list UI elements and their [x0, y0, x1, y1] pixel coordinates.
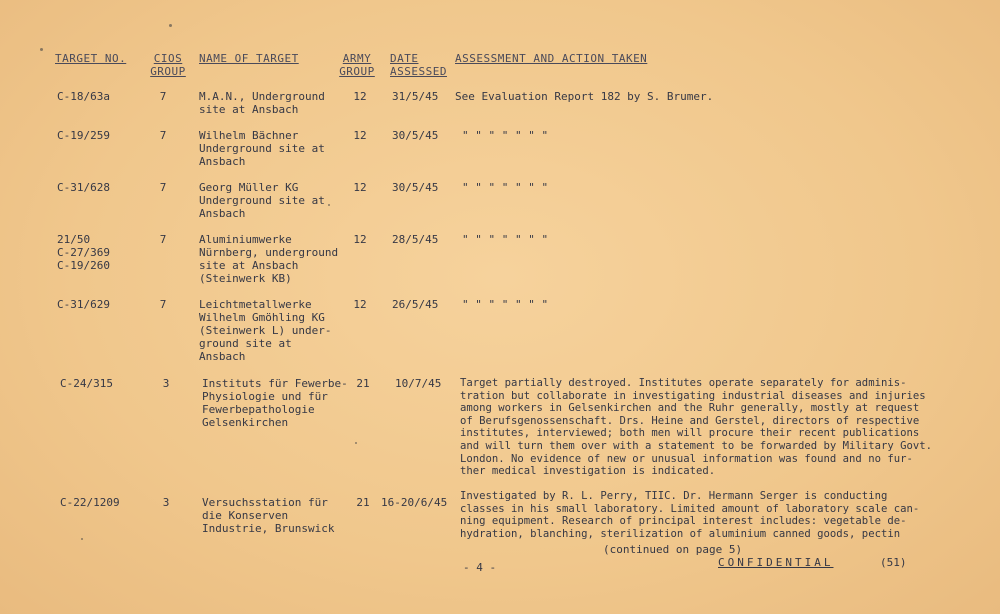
- paper-speck: [328, 204, 330, 206]
- row-date: 30/5/45: [392, 129, 439, 142]
- row-army-group: 12: [353, 298, 367, 311]
- row-army-group: 21: [356, 377, 370, 390]
- header-target-no: TARGET NO.: [55, 52, 127, 65]
- row-cios-group: 3: [162, 496, 170, 509]
- row-target-name: Leichtmetallwerke Wilhelm Gmöhling KG (Steinwerk L) under- ground site at Ansbach: [199, 298, 332, 363]
- row-target-no: C-31/629: [57, 298, 110, 311]
- row-target-name: Georg Müller KG Underground site at Ansbach: [199, 181, 325, 220]
- row-cios-group: 7: [159, 129, 167, 142]
- paper-speck: [81, 538, 83, 540]
- paper-speck: [355, 442, 357, 444]
- header-assessment: ASSESSMENT AND ACTION TAKEN: [455, 52, 648, 65]
- row-target-name: M.A.N., Underground site at Ansbach: [199, 90, 325, 116]
- row-target-name: Instituts für Fewerbe- Physiologie und für Fewerbepathologie Gelsenkirchen: [202, 377, 348, 429]
- header-army-group: ARMY GROUP: [339, 52, 375, 78]
- continued-note: (continued on page 5): [603, 543, 743, 556]
- row-assessment: " " " " " " ": [462, 129, 549, 142]
- page-number: - 4 -: [463, 561, 497, 574]
- paper-speck: [40, 48, 43, 51]
- header-name-of-target: NAME OF TARGET: [199, 52, 299, 65]
- row-assessment: " " " " " " ": [462, 298, 549, 311]
- row-date: 31/5/45: [392, 90, 439, 103]
- row-army-group: 12: [353, 233, 367, 246]
- row-cios-group: 7: [159, 298, 167, 311]
- row-army-group: 12: [353, 90, 367, 103]
- row-assessment: Target partially destroyed. Institutes operate separately for adminis- tration but collaborate in investigating industrial diseases and injuries among workers in Gelsenkirchen and the Ruhr generally, mostly at request of Berufsgenossenschaft. Drs. Heine and Gerstel, directors of respective institutes, interviewed; both men will procure their recent publications and will turn them over with a statement to be forwarded by Military Govt. London. No evidence of new or unusual information was found and no fur- ther medical investigation is indicated.: [460, 377, 932, 478]
- row-target-no: C-18/63a: [57, 90, 110, 103]
- row-army-group: 12: [353, 129, 367, 142]
- row-cios-group: 7: [159, 90, 167, 103]
- row-date: 10/7/45: [395, 377, 442, 390]
- row-target-no: 21/50 C-27/369 C-19/260: [57, 233, 110, 272]
- header-date-assessed: DATE ASSESSED: [390, 52, 447, 78]
- classification-marking: CONFIDENTIAL: [718, 556, 834, 569]
- header-cios-group: CIOS GROUP: [150, 52, 186, 78]
- row-target-no: C-19/259: [57, 129, 110, 142]
- row-date: 16-20/6/45: [381, 496, 448, 509]
- document-number: (51): [880, 556, 907, 569]
- row-target-name: Versuchsstation für die Konserven Industrie, Brunswick: [202, 496, 335, 535]
- row-target-no: C-31/628: [57, 181, 110, 194]
- row-cios-group: 7: [159, 233, 167, 246]
- row-assessment: Investigated by R. L. Perry, TIIC. Dr. Hermann Serger is conducting classes in his small laboratory. Limited amount of laboratory scale can- ning equipment. Research of principal interest includes: vegetable de- hydration, blanching, sterilization of aluminium canned goods, pectin: [460, 490, 920, 540]
- row-army-group: 21: [356, 496, 370, 509]
- row-target-no: C-24/315: [60, 377, 113, 390]
- row-target-name: Aluminiumwerke Nürnberg, underground site at Ansbach (Steinwerk KB): [199, 233, 339, 285]
- row-target-name: Wilhelm Bächner Underground site at Ansbach: [199, 129, 325, 168]
- paper-speck: [169, 24, 172, 27]
- row-assessment: " " " " " " ": [462, 181, 549, 194]
- row-date: 28/5/45: [392, 233, 439, 246]
- row-date: 26/5/45: [392, 298, 439, 311]
- row-cios-group: 3: [162, 377, 170, 390]
- row-date: 30/5/45: [392, 181, 439, 194]
- row-assessment: " " " " " " ": [462, 233, 549, 246]
- row-cios-group: 7: [159, 181, 167, 194]
- row-assessment: See Evaluation Report 182 by S. Brumer.: [455, 90, 714, 103]
- row-army-group: 12: [353, 181, 367, 194]
- row-target-no: C-22/1209: [60, 496, 120, 509]
